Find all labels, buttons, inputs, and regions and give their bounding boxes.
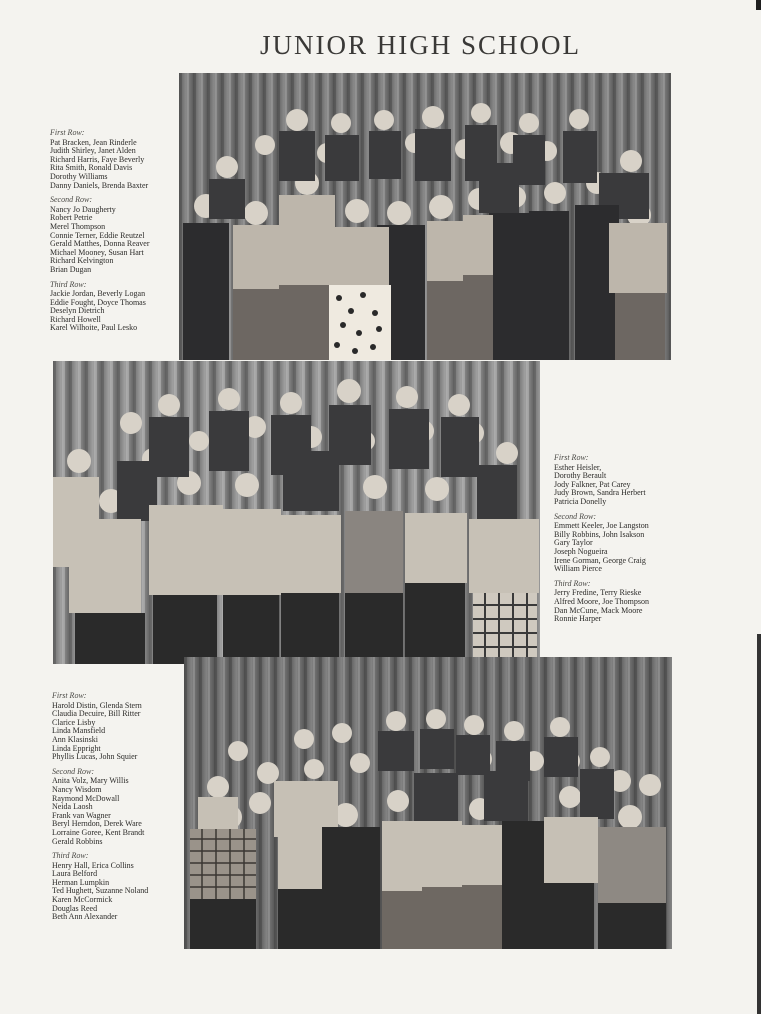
page-edge-shadow [757, 634, 761, 1014]
row-heading: Second Row: [50, 195, 92, 205]
name-line: Jody Falkner, Pat Carey [554, 479, 631, 489]
name-line: Billy Robbins, John Isakson [554, 529, 645, 539]
name-line: Claudia Decuire, Bill Ritter [52, 709, 141, 719]
name-line: Connie Terner, Eddie Reutzel [50, 230, 145, 240]
row-heading: Second Row: [554, 511, 596, 521]
name-line: Danny Daniels, Brenda Baxter [50, 180, 149, 190]
class-photo-1 [179, 73, 671, 360]
name-line: Dorothy Berault [554, 471, 607, 481]
name-line: Richard Harris, Faye Beverly [50, 154, 145, 164]
name-line: Linda Mansfield [52, 726, 106, 736]
name-line: Esther Heisler, [554, 462, 602, 472]
class-photo-2-image [53, 361, 540, 664]
name-line: Richard Kelvington [50, 256, 114, 266]
name-line: Brian Dugan [50, 264, 92, 274]
name-line: Dan McCune, Mack Moore [554, 605, 643, 615]
group-2-caption [554, 454, 678, 624]
class-photo-2 [53, 361, 540, 664]
row-heading: Third Row: [52, 851, 89, 861]
name-line: Douglas Reed [52, 903, 98, 913]
name-line: Karen McCormick [52, 895, 113, 905]
row-heading: Third Row: [50, 279, 87, 289]
name-line: Richard Howell [50, 314, 101, 324]
name-line: William Pierce [554, 564, 602, 574]
page-edge-shadow [756, 0, 761, 10]
name-line: Henry Hall, Erica Collins [52, 860, 134, 870]
class-photo-3-image [184, 657, 672, 949]
name-line: Ann Klasinski [52, 734, 98, 744]
name-line: Beth Ann Alexander [52, 912, 118, 922]
name-line: Phyllis Lucas, John Squier [52, 752, 138, 762]
name-line: Rita Smith, Ronald Davis [50, 163, 133, 173]
name-line: Gerald Robbins [52, 836, 103, 846]
name-line: Joseph Nogueira [554, 546, 608, 556]
name-line: Gary Taylor [554, 538, 593, 548]
name-line: Harold Distin, Glenda Stern [52, 700, 142, 710]
row-heading: Second Row: [52, 766, 94, 776]
name-line: Jackie Jordan, Beverly Logan [50, 289, 146, 299]
name-line: Linda Eppright [52, 743, 101, 753]
name-line: Karel Wilhoite, Paul Lesko [50, 323, 138, 333]
name-line: Beryl Herndon, Derek Ware [52, 819, 142, 829]
name-line: Judy Brown, Sandra Herbert [554, 488, 646, 498]
name-line: Robert Petrie [50, 213, 93, 223]
name-line: Herman Lumpkin [52, 877, 110, 887]
name-line: Ronnie Harper [554, 614, 602, 624]
name-line: Dorothy Williams [50, 171, 108, 181]
row-heading: First Row: [52, 691, 87, 700]
name-line: Eddie Fought, Doyce Thomas [50, 297, 146, 307]
name-line: Emmett Keeler, Joe Langston [554, 521, 649, 531]
row-heading: First Row: [50, 128, 85, 137]
name-line: Gerald Matthes, Donna Reaver [50, 239, 150, 249]
name-line: Laura Belford [52, 869, 98, 879]
name-line: Jerry Fredine, Terry Rieske [554, 588, 642, 598]
name-line: Frank van Wagner [52, 810, 111, 820]
name-line: Alfred Moore, Joe Thompson [554, 596, 649, 606]
row-heading: Third Row: [554, 578, 591, 588]
class-photo-1-image [179, 73, 671, 360]
class-photo-3 [184, 657, 672, 949]
name-line: Nancy Jo Daugherty [50, 204, 116, 214]
name-line: Deselyn Dietrich [50, 306, 105, 316]
name-line: Raymond McDowall [52, 793, 120, 803]
name-line: Neida Laosh [52, 802, 93, 812]
group-1-caption [50, 129, 178, 333]
name-line: Judith Shirley, Janet Alden [50, 146, 136, 156]
row-heading: First Row: [554, 453, 589, 462]
name-line: Irene Gorman, George Craig [554, 555, 646, 565]
group-3-caption [52, 692, 184, 922]
name-line: Michael Mooney, Susan Hart [50, 247, 144, 257]
name-line: Merel Thompson [50, 221, 106, 231]
name-line: Pat Bracken, Jean Rinderle [50, 137, 137, 147]
name-line: Ted Hughett, Suzanne Noland [52, 886, 149, 896]
name-line: Anita Volz, Mary Willis [52, 776, 129, 786]
page-title: JUNIOR HIGH SCHOOL [260, 30, 582, 60]
name-line: Lorraine Goree, Kent Brandt [52, 827, 145, 837]
name-line: Clarice Lisby [52, 717, 96, 727]
name-line: Nancy Wisdom [52, 784, 102, 794]
name-line: Patricia Donelly [554, 496, 607, 506]
